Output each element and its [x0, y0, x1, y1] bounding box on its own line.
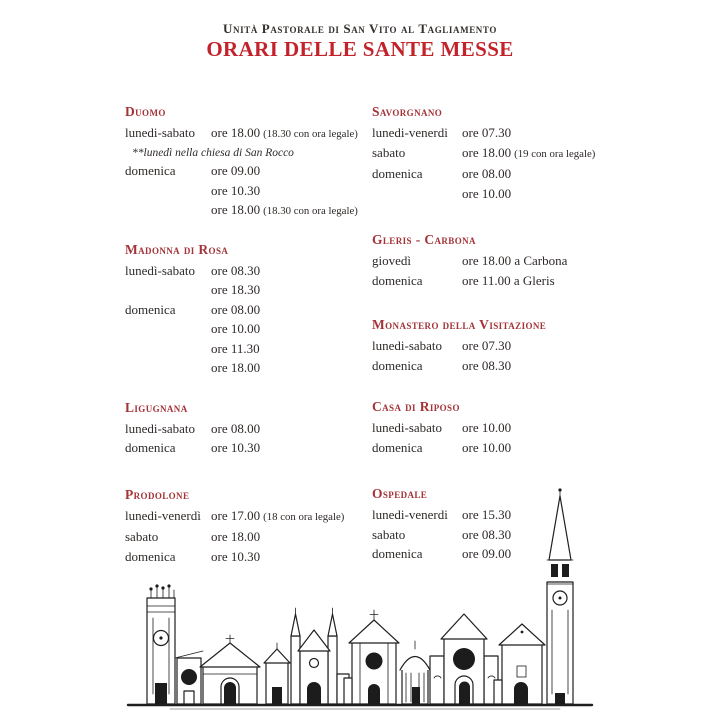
page-title: ORARI DELLE SANTE MESSE: [206, 37, 514, 61]
mass-section-casa-di-riposo: [372, 399, 624, 457]
time-note: (18.30 con ora legale): [263, 128, 358, 140]
schedule-row: [125, 181, 377, 201]
day-label: lunedì-sabato: [125, 262, 196, 278]
day-label: domenica: [372, 546, 423, 561]
schedule-row: [125, 438, 377, 458]
schedule-row: [125, 339, 377, 359]
time-value: ore 08.30: [211, 262, 261, 278]
schedule-row: [125, 419, 377, 439]
time-value: ore 08.30: [462, 357, 512, 373]
time-value: ore 15.30: [462, 507, 512, 522]
schedule-row: [125, 200, 377, 222]
time-value: ore 10.30: [211, 182, 261, 198]
mass-section-savorgnano: [372, 104, 624, 203]
time-value: ore 18.00: [211, 202, 261, 217]
time-value: ore 18.00: [211, 125, 261, 140]
day-label: domenica: [125, 440, 176, 455]
time-value: ore 11.30: [211, 340, 260, 356]
churches-skyline-illustration: [100, 486, 620, 714]
section-title: Duomo: [125, 104, 166, 119]
day-label: lunedi-sabato: [125, 420, 196, 436]
day-label: sabato: [372, 526, 406, 542]
day-label: lunedi-venerdi: [372, 507, 448, 522]
day-label: domenica: [125, 163, 176, 178]
schedule-row: [372, 418, 624, 438]
time-value: ore 18.30: [211, 282, 261, 297]
day-label: sabato: [125, 529, 159, 544]
time-value: ore 11.00 a Gleris: [462, 272, 555, 288]
time-value: ore 18.00 a Carbona: [462, 253, 568, 268]
schedule-row: [125, 123, 377, 145]
time-value: ore 10.30: [211, 548, 261, 564]
section-title: Monastero della Visitazione: [372, 317, 547, 332]
schedule-row: [372, 438, 624, 458]
time-value: ore 07.30: [462, 125, 512, 140]
mass-section-monastero-della-visitazione: [372, 317, 624, 375]
schedule-row: [372, 143, 624, 165]
schedule-row: [125, 319, 377, 339]
parish-name: Unità Pastorale di San Vito al Tagliamento: [223, 21, 497, 36]
mass-section-ligugnana: [125, 400, 377, 458]
mass-section-gleris-carbona: [372, 232, 624, 290]
time-value: ore 18.00: [462, 144, 512, 160]
section-title: Ligugnana: [125, 399, 188, 415]
schedule-row: [372, 251, 624, 271]
section-title: Gleris - Carbona: [372, 232, 476, 247]
day-label: domenica: [372, 272, 423, 288]
day-label: domenica: [125, 548, 176, 564]
time-value: ore 09.00: [211, 163, 261, 178]
day-label: lunedi-sabato: [125, 125, 196, 140]
schedule-row: [125, 358, 377, 378]
time-value: ore 10.00: [462, 185, 512, 201]
schedule-row: [125, 300, 377, 320]
schedule-row: [125, 161, 377, 181]
schedule-row: [372, 164, 624, 184]
time-note: (18.30 con ora legale): [263, 205, 358, 217]
day-label: domenica: [125, 301, 176, 317]
day-label: lunedi-venerdi: [372, 125, 448, 140]
schedule-row: [125, 280, 377, 300]
day-label: sabato: [372, 144, 406, 160]
section-title: Savorgnano: [372, 104, 443, 119]
schedule-row: [125, 261, 377, 281]
day-label: lunedi-sabato: [372, 420, 443, 435]
schedule-row: [372, 184, 624, 204]
section-title: Madonna di Rosa: [125, 241, 229, 257]
time-value: ore 09.00: [462, 546, 512, 561]
day-label: lunedi-sabato: [372, 338, 443, 353]
time-note: (18 con ora legale): [263, 510, 345, 523]
time-note: (19 con ora legale): [514, 147, 596, 160]
time-value: ore 17.00: [211, 507, 261, 523]
mass-section-madonna-di-rosa: [125, 242, 377, 378]
schedule-row: [372, 336, 624, 356]
section-title: Casa di Riposo: [372, 399, 460, 414]
schedule-row: [372, 271, 624, 291]
section-title: Ospedale: [372, 486, 428, 501]
mass-section-duomo: [125, 104, 377, 222]
time-value: ore 18.00: [211, 360, 261, 375]
section-title: Prodolone: [125, 486, 190, 502]
time-value: ore 10.00: [462, 439, 512, 455]
time-value: ore 08.00: [211, 301, 261, 317]
time-value: ore 18.00: [211, 529, 261, 544]
day-label: domenica: [372, 166, 423, 181]
time-value: ore 08.00: [211, 420, 261, 436]
day-label: domenica: [372, 357, 423, 373]
day-label: giovedì: [372, 253, 411, 268]
schedule-row: [372, 123, 624, 143]
time-value: ore 07.30: [462, 338, 512, 353]
schedule-row: [372, 356, 624, 376]
day-label: domenica: [372, 439, 423, 455]
time-value: ore 10.00: [462, 420, 512, 435]
day-label: lunedi-venerdì: [125, 507, 201, 523]
time-value: ore 10.30: [211, 440, 261, 455]
time-value: ore 08.00: [462, 166, 512, 181]
time-value: ore 10.00: [211, 321, 261, 336]
footnote: **lunedì nella chiesa di San Rocco: [132, 146, 294, 159]
time-value: ore 08.30: [462, 526, 512, 542]
